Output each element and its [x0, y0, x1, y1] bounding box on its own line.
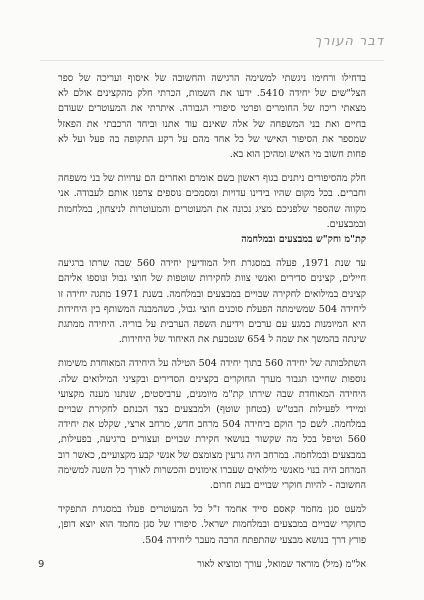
running-header: [40, 34, 384, 56]
section-heading: קת"מ וחק"ש במבצעים ובמלחמה: [241, 234, 366, 246]
second-paragraph: חלק מהסיפורים ניתנים בגוף ראשון בשם אומרם ואחרים הם עדויות של בני משפחה וחברים. בכל מקום שהיו בידינו עדויות ומסמכים נוספים צרפנו אותם לעבודה. אני מקווה שהספר שלפניכם מציג נכונה את המעוטרים והמעוטרות לניצחון, במלחמות ובמבצעים.: [58, 173, 366, 230]
main-text: [58, 71, 366, 581]
header-rule: [40, 60, 384, 61]
page-number: 9: [38, 559, 45, 570]
section-paragraph-1: עד שנת 1971, פעלה במסגרת חיל המודיעין יחידה 560 שבה שרתו ברגיעה חיילים, קצינים סדירים ואנשי צוות לחקירות שוטפות של חוצי גבול ונוספו אליהם קצינים במילואים לחקירה שבויים במבצעים ובמלחמה. בשנת 1971 מתגה יחידה זו ליחידה 504 שמשימתה הפעלת סוכנים חוצי גבול, כשהמבנה המשותף בין היחידות היא המיומנות במגע עם ערבים וידיעת השפה הערבית על בוריה. היחידה ממתגת שינתה בהמשך את שמה ל 654 שנטבעת את האיחוד של היחידות.: [58, 258, 366, 346]
section-paragraph-2: השתלבותה של יחידה 560 בתוך יחידה 504 הטילה על היחידה המאוחדת משימות נוספות שחייבו תגבור מערך החוקרים בקצינים הסדירים ובקציני המילואים שלה. היחידה המאוחדת שבה שירתו קת"מ מיומנים, ערביסטים, שנתנו מענה מקצועי ומיידי לפעילות הבט"ש (בטחון שוטף) ולמבצעים בצד הכנתם לחקירת שבויים במלחמה. לשם כך הוקם ביחידה 504 מרחב חדש, מרחב ארצי, שקלט את יחידה 560 וטיפל בכל מה שקשור בנושאי חקירת שבויים ועצורים ברגיעה, בפעילות, במבצעים ובמלחמה. במרחב היה גרעין מצומצם של אנשי קבע מקצועיים, כאשר רוב המרחב היה בנוי מאנשי מילואים שעברו אימונים והכשרות לאורך כל השנה למשימה החשובה - להיות חוקרי שבויים בעת חרום.: [58, 358, 366, 492]
editor-signature: אל"מ (מיל) מוראד שמואל, עורך ומוציא לאור: [197, 558, 366, 570]
header-title: דבר העורך: [314, 34, 384, 49]
intro-paragraph: בדחילו ורחימו ניגשתי למשימה הרגישה והחשובה של איסוף ועריכה של ספר הצל"שים של יחידה 5410. ידעו את השמות, הכרתי חלק מהקצינים אולם לא מצאתי ריכוז של החומרים ופרטי סיפורי הגבורה. איתרתי את המעוטרים שעודם בחיים ואת בני המשפחה של אלה שאינם עוד אתנו וביחד הרכבתי את הפאזל שמספר את הסיפור האישי של כל אחד מהם על רקע התקופה בה פעל ועל לא פחות חשוב מי האיש ומהיכן הוא בא.: [58, 73, 366, 161]
section-paragraph-3: למעט סגן מחמד קאסם סייד אחמד ז"ל כל המעוטרים פעלו במסגרת התפקיד כחוקרי שבויים במבצעים ובמלחמות ישראל. סיפורו של סגן מחמד הוא יוצא דופן, פורץ דרך בנושא מבצעי שהתפתח הרבה מעבר ליחידה 504.: [58, 504, 366, 546]
